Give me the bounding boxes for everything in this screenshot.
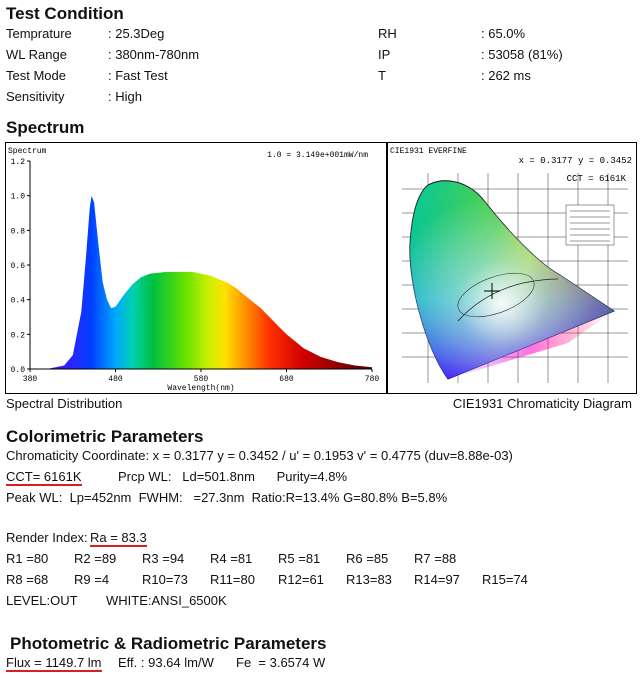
r8-value: R8 =68 [6,572,49,587]
r15-value: R15=74 [482,572,528,587]
wl-range-value: : 380nm-780nm [108,47,200,62]
r13-value: R13=83 [346,572,392,587]
spectrum-x-tick-label: 580 [193,375,209,384]
spectral-distribution-caption: Spectral Distribution [6,396,123,411]
spectrum-svg [6,143,386,393]
r1-value: R1 =80 [6,551,49,566]
ra-value: Ra = 83.3 [90,530,147,545]
peak-wl-line: Peak WL: Lp=452nm FWHM: =27.3nm Ratio:R=13.4% G=80.8% B=5.8% [6,490,448,505]
spectrum-x-tick-label: 480 [108,375,123,384]
spectrum-y-tick-label: 0.6 [10,262,25,271]
fe-value: Fe = 3.6574 W [236,655,326,670]
cie-cct-label: CCT = 6161K [566,174,626,184]
r14-value: R14=97 [414,572,460,587]
efficacy-value: Eff. : 93.64 lm/W [118,655,214,670]
spectrum-y-tick-label: 0.0 [10,366,25,375]
wl-range-label: WL Range [6,47,67,62]
r2-value: R2 =89 [74,551,117,566]
r7-value: R7 =88 [414,551,457,566]
cie-svg [388,143,636,393]
temperature-label: Temprature [6,26,72,41]
rh-value: : 65.0% [481,26,526,41]
white-value: WHITE:ANSI_6500K [106,593,227,608]
ip-value: : 53058 (81%) [481,47,563,62]
spectrum-annotation: 1.0 = 3.149e+001mW/nm [267,151,368,160]
r10-value: R10=73 [142,572,188,587]
photometric-title: Photometric & Radiometric Parameters [10,634,327,653]
level-value: LEVEL:OUT [6,593,78,608]
colorimetric-title: Colorimetric Parameters [6,427,204,446]
t-value: : 262 ms [481,68,531,83]
test-mode-value: : Fast Test [108,68,168,83]
spectrum-x-tick-label: 680 [279,375,294,384]
r12-value: R12=61 [278,572,324,587]
cie-title: CIE1931 EVERFINE [390,147,467,156]
sensitivity-label: Sensitivity [6,89,65,104]
spectrum-chart-title: Spectrum [8,147,47,156]
cie-caption: CIE1931 Chromaticity Diagram [452,396,632,411]
r9-value: R9 =4 [74,572,110,587]
r3-value: R3 =94 [142,551,185,566]
ip-label: IP [378,47,391,62]
spectrum-x-axis-label: Wavelength(nm) [167,384,235,393]
r5-value: R5 =81 [278,551,321,566]
spectral-distribution-chart [5,142,387,394]
cie1931-chart [387,142,637,394]
spectrum-area [30,196,372,369]
spectrum-title: Spectrum [6,118,85,137]
spectrum-x-tick-label: 780 [364,375,380,384]
t-label: T [378,68,386,83]
spectrum-y-tick-label: 1.2 [10,158,25,167]
spectrum-y-tick-label: 1.0 [10,192,25,202]
cie-coordinate-label: x = 0.3177 y = 0.3452 [518,156,632,166]
chromaticity-line: Chromaticity Coordinate: x = 0.3177 y = 0.3452 / u' = 0.1953 v' = 0.4775 (duv=8.88e-03) [6,448,513,463]
r11-value: R11=80 [210,572,255,587]
spectrum-y-tick-label: 0.4 [10,296,25,306]
r6-value: R6 =85 [346,551,389,566]
r4-value: R4 =81 [210,551,253,566]
render-index-label: Render Index: [6,530,92,545]
temperature-value: : 25.3Deg [108,26,165,41]
test-condition-title: Test Condition [6,4,124,23]
sensitivity-value: : High [108,89,142,104]
test-mode-label: Test Mode [6,68,66,83]
rh-label: RH [378,26,397,41]
prcp-line: Prcp WL: Ld=501.8nm Purity=4.8% [118,469,348,484]
cct-value: CCT= 6161K [6,469,82,484]
spectrum-x-tick-label: 380 [22,375,38,384]
flux-value: Flux = 1149.7 lm [6,655,102,670]
spectrum-y-tick-label: 0.2 [10,331,25,341]
spectrum-y-tick-label: 0.8 [10,227,25,237]
